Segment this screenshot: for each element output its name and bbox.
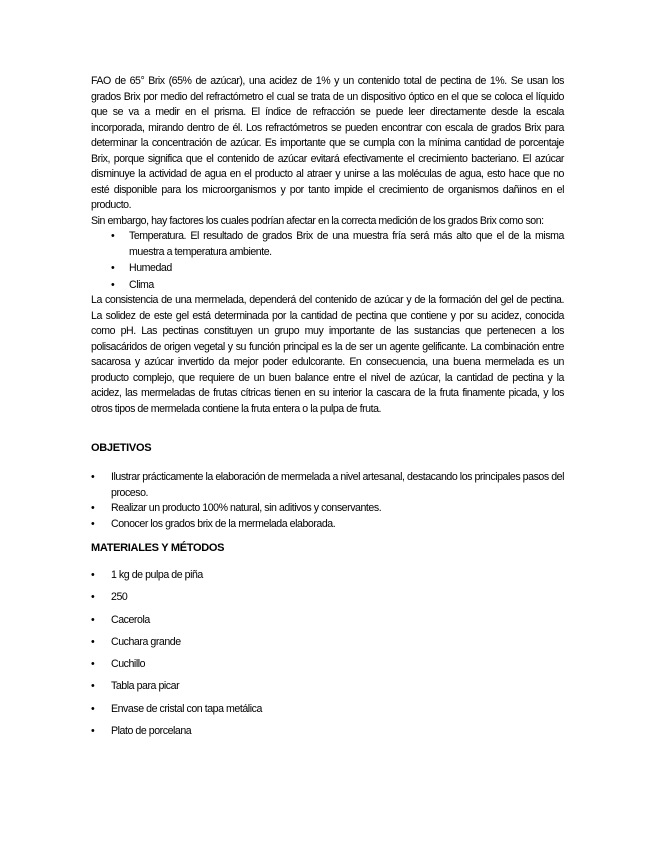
factors-list [91, 229, 564, 293]
factors-intro: Sin embargo, hay factores los cuales podrían afectar en la correcta medición de los grados Brix como son: [91, 214, 544, 227]
list-item: • Cuchara grande [91, 635, 564, 650]
list-item: • Ilustrar prácticamente la elaboración de mermelada a nivel artesanal, destacando los principales pasos del proceso. [91, 470, 564, 501]
list-item: • Temperatura. El resultado de grados Brix de una muestra fría será más alto que el de la misma muestra a temperatura ambiente. [91, 229, 564, 260]
list-item: • Plato de porcelana [91, 724, 564, 739]
materials-heading: MATERIALES Y MÉTODOS [91, 542, 225, 554]
list-item: • 1 kg de pulpa de piña [91, 568, 564, 583]
list-item: • Clima [91, 278, 564, 294]
list-item: • 250 [91, 590, 564, 605]
document-body [91, 74, 564, 746]
objectives-heading: OBJETIVOS [91, 442, 152, 454]
objectives-list [91, 470, 564, 532]
list-item: • Envase de cristal con tapa metálica [91, 702, 564, 717]
list-item: • Conocer los grados brix de la mermelada elaborada. [91, 517, 564, 533]
list-item: • Realizar un producto 100% natural, sin aditivos y conservantes. [91, 501, 564, 517]
intro-paragraph: FAO de 65° Brix (65% de azúcar), una acidez de 1% y un contenido total de pectina de 1%. Se usan los grados Brix por medio del refractómetro el cual se trata de un dispositivo óptico en el que se coloca el líquido que se va a medir en el prisma. El índice de refracción se puede leer directamente desde la escala incorporada, mirando dentro de él. Los refractómetros se pueden encontrar con escala de grados Brix para determinar la concentración de azúcar. Es importante que se cumpla con la mínima cantidad de porcentaje Brix, porque significa que el contenido de azúcar evitará efectivamente el crecimiento bacteriano. El azúcar disminuye la actividad de agua en el producto al atraer y unirse a las moléculas de agua, esto hace que no esté disponible para los microorganismos y por tanto impide el crecimiento de organismos dañinos en el producto. [91, 75, 564, 211]
list-item: • Tabla para picar [91, 679, 564, 694]
list-item: • Cacerola [91, 613, 564, 628]
list-item: • Humedad [91, 261, 564, 277]
materials-list [91, 568, 564, 739]
consistency-paragraph: La consistencia de una mermelada, dependerá del contenido de azúcar y de la formación del gel de pectina. La solidez de este gel está determinada por la cantidad de pectina que contiene y por su acidez, conocida como pH. Las pectinas constituyen un grupo muy importante de las sustancias que pertenecen a los polisacáridos de origen vegetal y su función principal es la de ser un agente gelificante. La combinación entre sacarosa y azúcar invertido da mejor poder edulcorante. En consecuencia, una buena mermelada es un producto complejo, que requiere de un buen balance entre el nivel de azúcar, la cantidad de pectina y la acidez, las mermeladas de frutas cítricas tienen en su interior la cascara de la fruta finamente picada, y los otros tipos de mermelada contiene la fruta entera o la pulpa de fruta. [91, 294, 564, 415]
list-item: • Cuchillo [91, 657, 564, 672]
